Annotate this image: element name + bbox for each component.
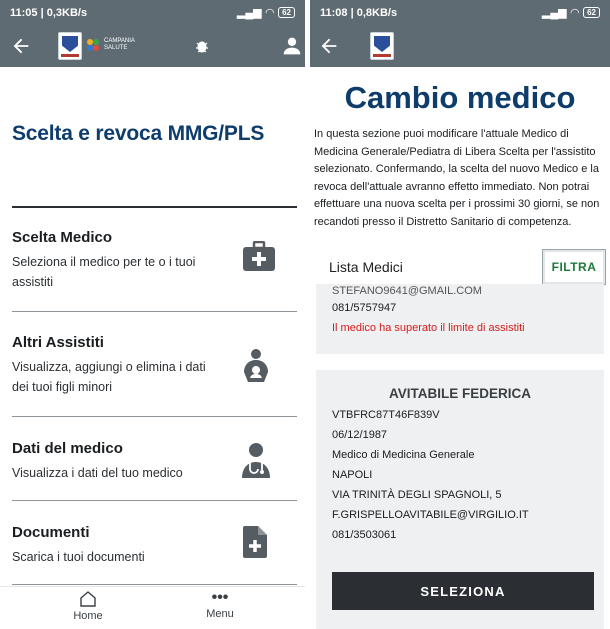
divider	[12, 416, 297, 417]
signal-icon: ▂▄▆	[541, 7, 567, 19]
menu-item-altri-assistiti[interactable]	[12, 334, 297, 397]
divider	[12, 500, 297, 501]
nav-home[interactable]	[48, 591, 128, 622]
battery-icon: 62	[278, 7, 295, 18]
menu-item-desc: Visualizza, aggiungi o elimina i dati dei tuoi figli minori	[12, 360, 206, 394]
document-add-icon	[243, 526, 267, 558]
wifi-icon: ◠	[265, 7, 275, 19]
app-bar	[310, 25, 610, 67]
doctor-code: VTBFRC87T46F839V	[332, 409, 440, 421]
account-icon[interactable]	[282, 35, 302, 57]
page-title: Cambio medico	[344, 80, 576, 115]
menu-item-desc: Scarica i tuoi documenti	[12, 550, 145, 564]
salute-logo-icon	[86, 38, 100, 52]
doctor-email: STEFANO9641@GMAIL.COM	[332, 285, 482, 297]
bottom-nav	[0, 586, 305, 629]
menu-item-desc: Seleziona il medico per te o i tuoi assistiti	[12, 255, 196, 289]
nav-menu[interactable]	[180, 591, 260, 620]
divider	[12, 206, 297, 208]
page-title: Scelta e revoca MMG/PLS	[12, 122, 265, 145]
wifi-icon: ◠	[570, 7, 580, 19]
status-bar	[0, 0, 305, 25]
intro-text: In questa sezione puoi modificare l'attuale Medico di Medicina Generale/Pediatra di Libera Scelta per l'assistito selezionato. Confermando, la scelta del nuovo Medico e la revoca dell'attuale avranno effetto immediato. Non potrai effettuare una nuova scelta per i prossimi 30 giorni, se non recandoti presso il Distretto Sanitario di competenza.	[314, 128, 600, 228]
doctor-dob: 06/12/1987	[332, 429, 388, 441]
doctor-address: VIA TRINITÀ DEGLI SPAGNOLI, 5	[332, 489, 502, 501]
doctor-phone: 081/5757947	[332, 302, 397, 314]
menu-item-title: Altri Assistiti	[12, 334, 104, 351]
menu-item-title: Scelta Medico	[12, 229, 113, 246]
parent-child-icon	[241, 348, 271, 382]
lista-medici-bar	[310, 247, 610, 287]
seleziona-button[interactable]: SELEZIONA	[332, 572, 594, 610]
region-crest-icon	[58, 32, 82, 60]
menu-item-scelta-medico[interactable]	[12, 229, 297, 292]
menu-item-desc: Visualizza i dati del tuo medico	[12, 466, 183, 480]
divider	[12, 584, 297, 585]
status-bar	[310, 0, 610, 25]
right-screen	[310, 0, 610, 629]
nav-home-label: Home	[73, 610, 103, 622]
doctor-card[interactable]	[316, 284, 604, 354]
filtra-button[interactable]: FILTRA	[542, 249, 606, 285]
lista-medici-label: Lista Medici	[329, 259, 403, 275]
app-bar	[0, 25, 305, 67]
home-icon	[79, 591, 97, 607]
menu-item-title: Documenti	[12, 524, 90, 541]
menu-item-title: Dati del medico	[12, 440, 123, 457]
menu-item-dati-medico[interactable]	[12, 440, 297, 483]
doctor-icon	[241, 442, 271, 478]
status-time: 11:05 | 0,3KB/s	[10, 6, 88, 19]
region-crest-icon	[370, 32, 394, 60]
more-dots-icon: •••	[211, 589, 229, 606]
doctor-name: AVITABILE FEDERICA	[388, 386, 531, 401]
status-time: 11:08 | 0,8KB/s	[320, 6, 398, 19]
back-arrow-icon[interactable]	[10, 35, 32, 57]
region-logo	[370, 32, 394, 60]
doctor-role: Medico di Medicina Generale	[332, 449, 475, 461]
nav-menu-label: Menu	[206, 608, 234, 620]
campania-salute-logo: CAMPANIA SALUTE	[86, 38, 135, 52]
medical-kit-icon	[243, 241, 275, 271]
doctor-error: Il medico ha superato il limite di assistiti	[332, 322, 525, 334]
bug-icon[interactable]	[195, 38, 209, 54]
doctor-email: F.GRISPELLOAVITABILE@VIRGILIO.IT	[332, 509, 529, 521]
divider	[12, 311, 297, 312]
signal-icon: ▂▄▆	[236, 7, 262, 19]
menu-item-documenti[interactable]	[12, 524, 297, 567]
battery-icon: 62	[583, 7, 600, 18]
region-logo	[58, 32, 82, 60]
doctor-city: NAPOLI	[332, 469, 373, 481]
doctor-phone: 081/3503061	[332, 529, 397, 541]
back-arrow-icon[interactable]	[318, 35, 340, 57]
